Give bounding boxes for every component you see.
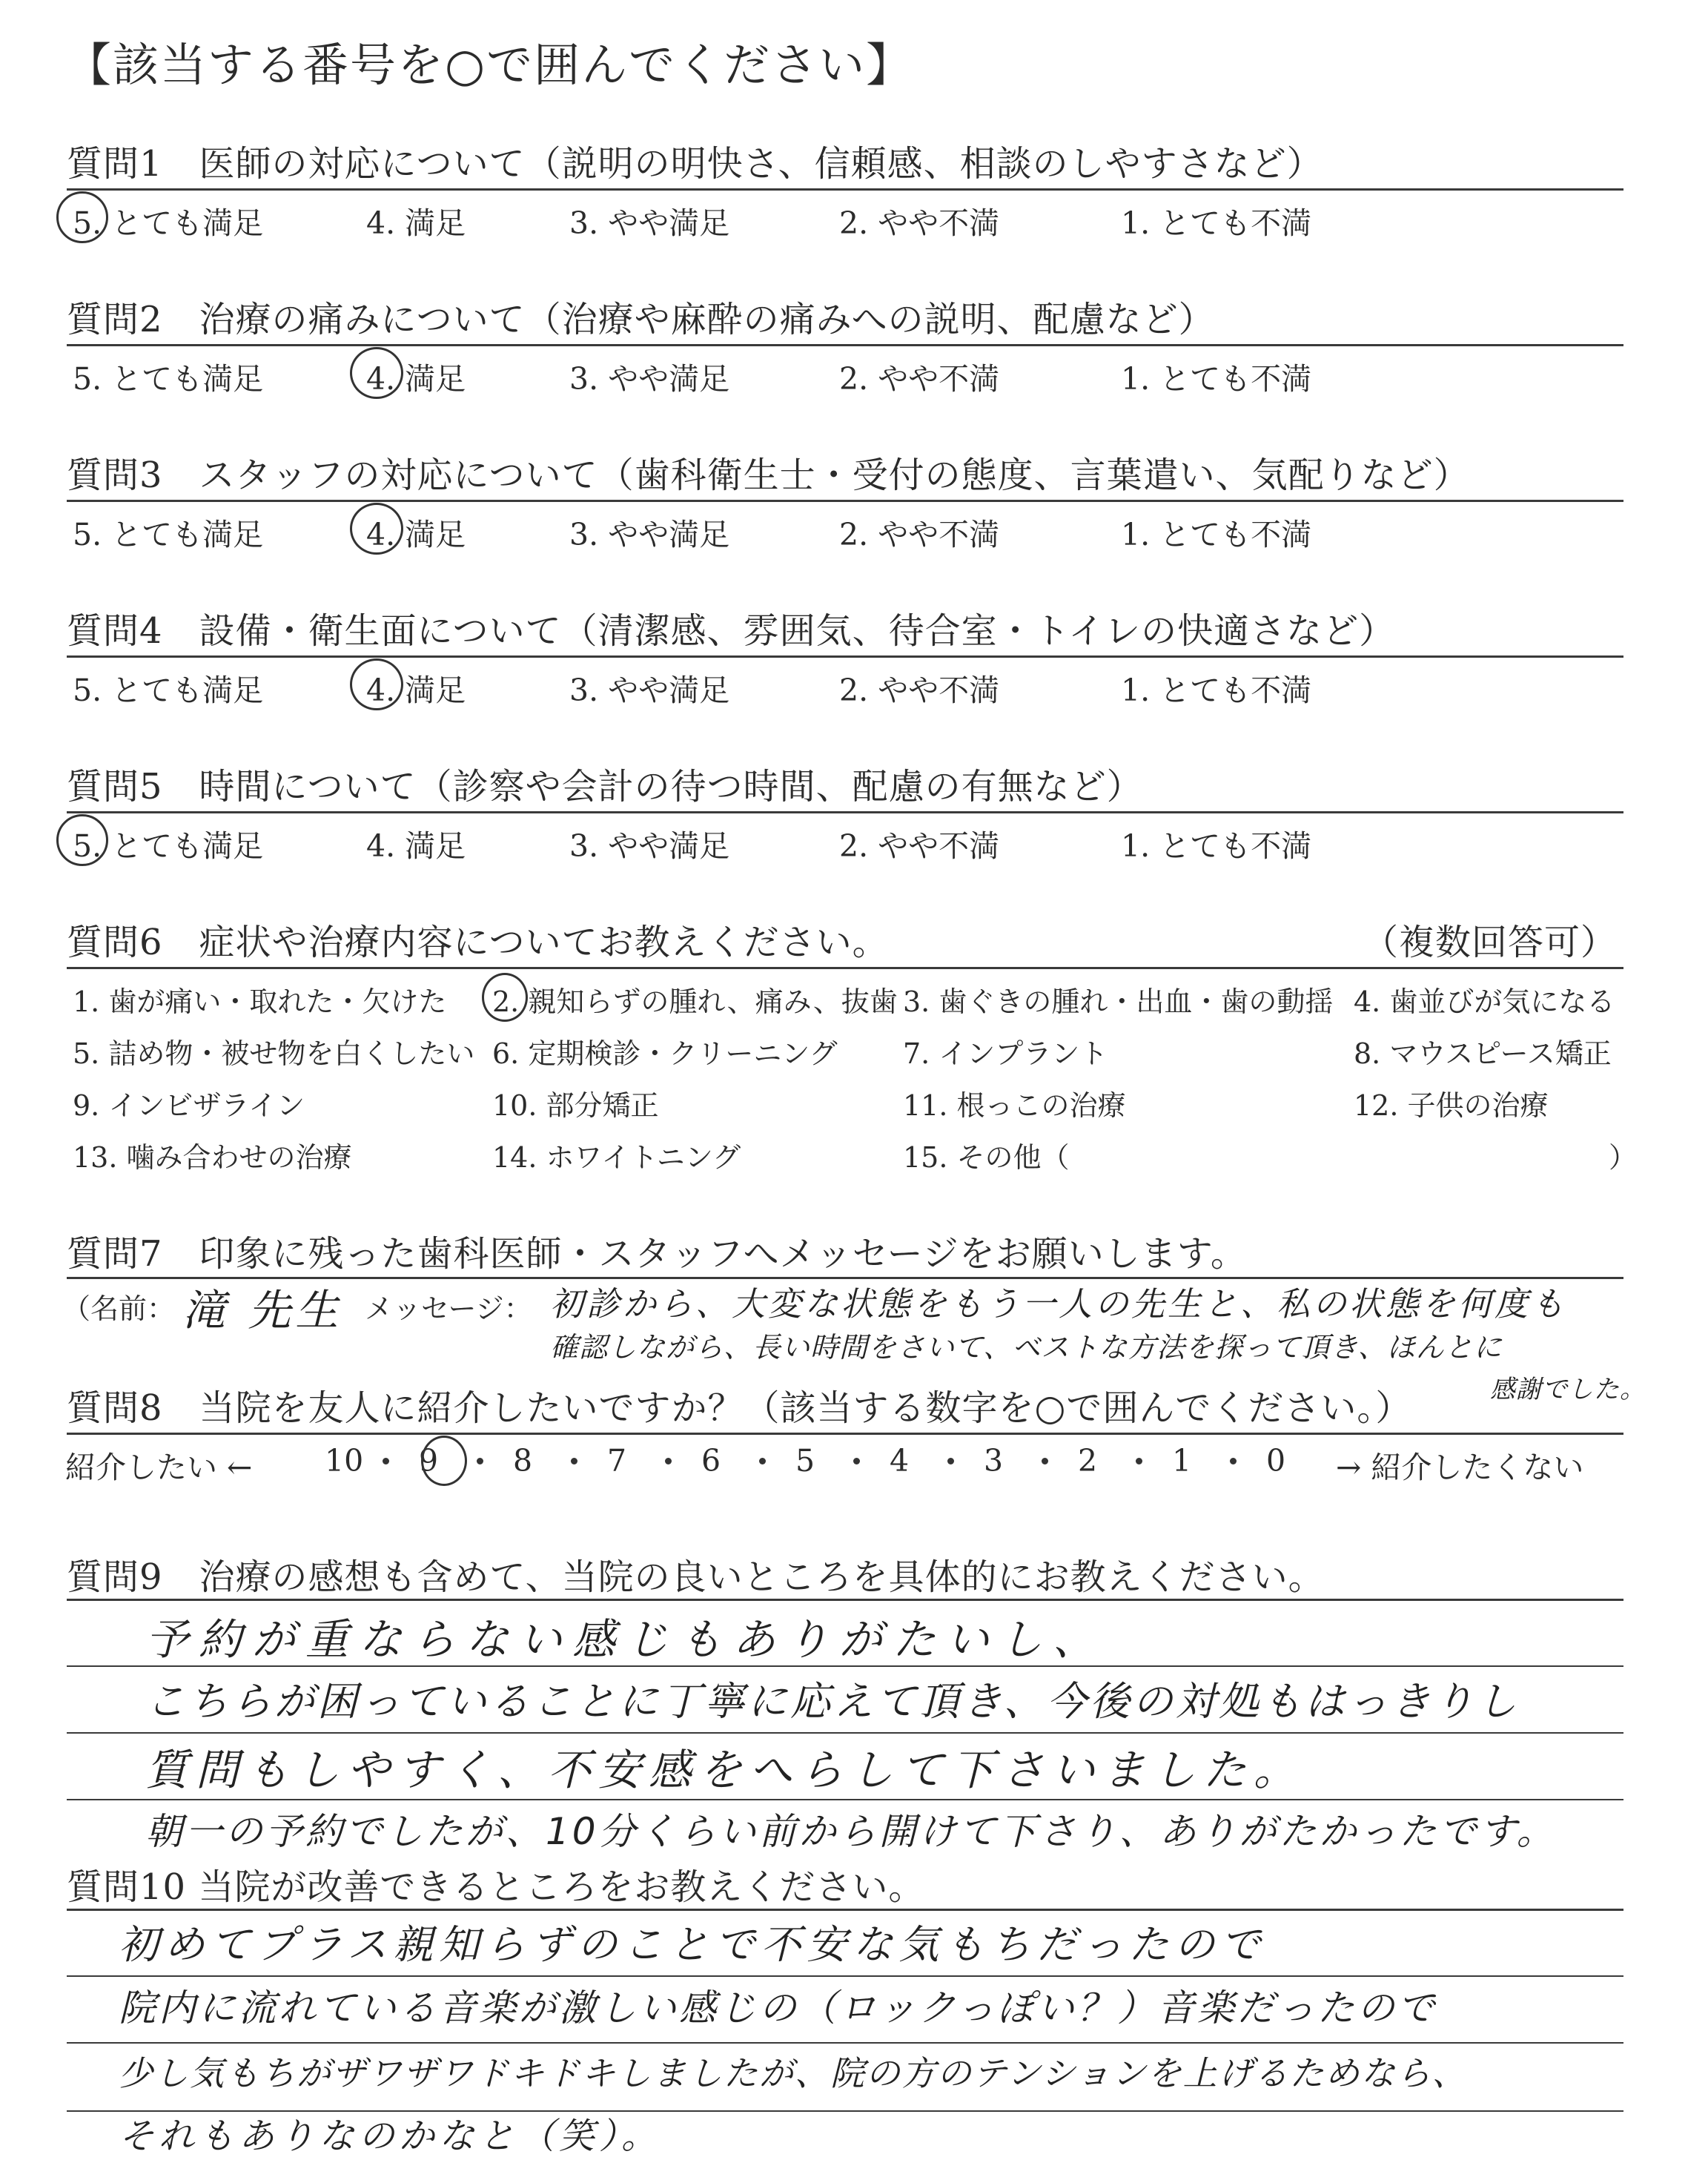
q8-scale-value: 0 [1266,1443,1286,1479]
q7-message-line-1: 初診から、大変な状態をもう一人の先生と、私の状態を何度も [550,1284,1568,1324]
q8-scale-value: 10 [325,1443,364,1479]
q2-option-3: 3. やや満足 [569,361,730,397]
q6-option-3: 3. 歯ぐきの腫れ・出血・歯の動揺 [903,985,1334,1018]
question-6-rule [67,967,1623,969]
q8-scale-value: 8 [513,1443,533,1479]
q8-scale-dot [759,1458,766,1464]
q7-name-value: 滝 先生 [182,1285,343,1335]
q9-rule-4 [67,1799,1623,1800]
q8-scale-value: 9 [419,1443,439,1479]
q2-option-2: 2. やや不満 [839,361,1000,397]
q2-option-5: 5. とても満足 [73,361,264,397]
question-3-rule [67,500,1623,502]
question-10-title: 質問10 当院が改善できるところをお教えください。 [67,1866,925,1908]
question-8-title: 質問8 当院を友人に紹介したいですか？（該当する数字を○で囲んでください。） [67,1387,1412,1429]
q1-selection-circle [56,191,108,243]
q10-answer-line-2: 院内に流れている音楽が激しい感じの（ロックっぽい？）音楽だったので [119,1986,1437,2029]
q3-selection-circle [350,503,403,555]
q7-message-line-2: 確認しながら、長い時間をさいて、ベストな方法を探って頂き、ほんとに [550,1331,1503,1364]
q4-option-2: 2. やや不満 [839,673,1000,708]
q8-scale-dot [1230,1458,1237,1464]
q8-scale-dot [383,1458,389,1464]
q6-option-11: 11. 根っこの治療 [903,1089,1126,1122]
q7-message-line-3: 感謝でした。 [1490,1375,1646,1404]
question-1-title: 質問1 医師の対応について（説明の明快さ、信頼感、相談のしやすさなど） [67,143,1323,185]
question-9-title: 質問9 治療の感想も含めて、当院の良いところを具体的にお教えください。 [67,1556,1325,1598]
q8-scale-value: 1 [1172,1443,1192,1479]
q1-option-1: 1. とても不満 [1121,205,1312,241]
question-5-title: 質問5 時間について（診察や会計の待つ時間、配慮の有無など） [67,766,1143,807]
q6-option-1: 1. 歯が痛い・取れた・欠けた [73,985,447,1018]
q5-option-5: 5. とても満足 [73,828,264,864]
q6-option-8: 8. マウスピース矯正 [1354,1037,1612,1070]
q8-scale-dot [477,1458,483,1464]
q6-option-15: 15. その他（ [903,1141,1070,1174]
q6-option-14: 14. ホワイトニング [492,1141,741,1174]
q8-scale-dot [947,1458,954,1464]
q10-answer-line-3: 少し気もちがザワザワドキドキしましたが、院の方のテンションを上げるためなら、 [119,2053,1468,2093]
q6-option-15-close: ） [1609,1141,1638,1174]
q10-rule-2 [67,1975,1623,1977]
q6-option-6: 6. 定期検診・クリーニング [492,1037,838,1070]
q2-selection-circle [350,347,403,399]
q6-option-5: 5. 詰め物・被せ物を白くしたい [73,1037,475,1070]
q6-option-7: 7. インプラント [903,1037,1108,1070]
q4-option-5: 5. とても満足 [73,673,264,708]
question-4-rule [67,655,1623,658]
q4-option-1: 1. とても不満 [1121,673,1312,708]
q8-scale-dot [1136,1458,1142,1464]
q9-answer-line-3: 質問もしやすく、不安感をへらして下さいました。 [145,1745,1304,1795]
q8-scale-value: 7 [607,1443,627,1479]
q5-option-4: 4. 満足 [366,828,466,864]
q8-scale-dot [665,1458,672,1464]
q7-name-label: （名前： [62,1292,176,1325]
q9-rule-1 [67,1599,1623,1601]
q8-scale-dot [1042,1458,1048,1464]
q8-scale-dot [571,1458,577,1464]
q6-option-10: 10. 部分矯正 [492,1089,659,1122]
q8-scale-value: 2 [1078,1443,1098,1479]
q5-option-3: 3. やや満足 [569,828,730,864]
question-1-rule [67,188,1623,191]
q10-rule-3 [67,2042,1623,2044]
q4-option-3: 3. やや満足 [569,673,730,708]
q8-scale-value: 5 [795,1443,815,1479]
q5-option-2: 2. やや不満 [839,828,1000,864]
question-2-title: 質問2 治療の痛みについて（治療や麻酔の痛みへの説明、配慮など） [67,299,1215,340]
q6-option-13: 13. 噛み合わせの治療 [73,1141,352,1174]
q7-message-label: メッセージ： [365,1292,532,1325]
q10-rule-1 [67,1909,1623,1911]
q10-answer-line-1: 初めてプラス親知らずのことで不安な気もちだったので [119,1921,1267,1968]
q8-scale-value: 4 [890,1443,910,1479]
q8-scale-value: 3 [984,1443,1004,1479]
q6-option-4: 4. 歯並びが気になる [1354,985,1615,1018]
q10-answer-line-4: それもありなのかなと（笑）。 [119,2116,662,2157]
q6-option-12: 12. 子供の治療 [1354,1089,1549,1122]
q3-option-4: 4. 満足 [366,517,466,552]
q9-answer-line-1: 予約が重ならない感じもありがたいし、 [145,1614,1107,1665]
q8-left-label: 紹介したい ← [65,1450,253,1485]
question-3-title: 質問3 スタッフの対応について（歯科衛生士・受付の態度、言葉遣い、気配りなど） [67,455,1470,496]
q4-selection-circle [350,658,403,710]
q1-option-2: 2. やや不満 [839,205,1000,241]
q1-option-5: 5. とても満足 [73,205,264,241]
q2-option-4: 4. 満足 [366,361,466,397]
q1-option-3: 3. やや満足 [569,205,730,241]
question-2-rule [67,344,1623,346]
q5-option-1: 1. とても不満 [1121,828,1312,864]
q2-option-1: 1. とても不満 [1121,361,1312,397]
q6-option-2: 2. 親知らずの腫れ、痛み、抜歯 [492,985,898,1018]
q3-option-1: 1. とても不満 [1121,517,1312,552]
q3-option-2: 2. やや不満 [839,517,1000,552]
q3-option-5: 5. とても満足 [73,517,264,552]
q4-option-4: 4. 満足 [366,673,466,708]
question-5-rule [67,811,1623,813]
q5-selection-circle [56,814,108,866]
q9-rule-3 [67,1732,1623,1734]
q1-option-4: 4. 満足 [366,205,466,241]
question-4-title: 質問4 設備・衛生面について（清潔感、雰囲気、待合室・トイレの快適さなど） [67,610,1396,652]
q9-answer-line-4: 朝一の予約でしたが、10分くらい前から開けて下さり、ありがたかったです。 [145,1810,1557,1853]
q6-selection-circle [482,973,528,1022]
q8-selection-circle [421,1436,467,1486]
q3-option-3: 3. やや満足 [569,517,730,552]
q6-option-9: 9. インビザライン [73,1089,305,1122]
question-7-title: 質問7 印象に残った歯科医師・スタッフへメッセージをお願いします。 [67,1233,1247,1275]
q8-scale-dot [853,1458,860,1464]
page-header: 【該当する番号を○で囲んでください】 [65,38,914,92]
q9-answer-line-2: こちらが困っていることに丁寧に応えて頂き、今後の対処もはっきりし [145,1678,1520,1725]
question-8-rule [67,1433,1623,1435]
question-6-note: （複数回答可） [1363,922,1618,963]
question-6-title: 質問6 症状や治療内容についてお教えください。 [67,922,889,963]
q8-right-label: → 紹介したくない [1336,1450,1584,1485]
q8-scale-value: 6 [701,1443,721,1479]
